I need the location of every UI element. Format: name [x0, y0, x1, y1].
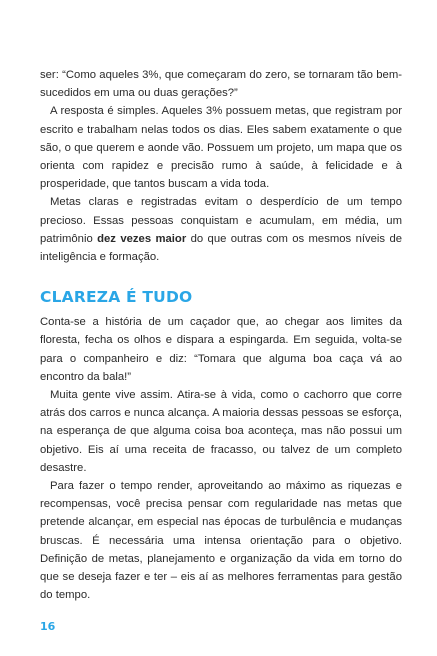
page-number: 16: [40, 620, 56, 633]
paragraph-hunter-story: Conta-se a história de um caçador que, ao chegar aos limites da floresta, fecha os olhos e dispara a espingarda. Em seguida, volta-se para o companheiro e diz: “Tomara que alguma boa caça vá ao encontro da bala!”: [40, 316, 402, 383]
paragraph-clear-goals: [40, 193, 402, 266]
paragraph-text: Metas claras e registradas evitam o desperdício de um tempo precioso. Essas pessoas conquistam e acumulam, em média, um patrimônio: [40, 196, 402, 245]
paragraph-make-time-count: Para fazer o tempo render, aproveitando ao máximo as riquezas e recompensas, você precisa pensar com regularidade nas metas que pretende alcançar, em especial nas épocas de turbulência e mudanças bruscas. É necessária uma intensa orientação para o objetivo. Definição de metas, planejamento e organização da vida em torno do que se deseja fazer e ter – eis aí as melhores ferramentas para gestão do tempo.: [40, 480, 402, 602]
paragraph-text: do que outras com os mesmos níveis de inteligência e formação.: [40, 232, 403, 264]
section-heading: CLAREZA É TUDO: [40, 288, 193, 307]
bold-emphasis: dez vezes maior: [97, 232, 187, 245]
paragraph-answer: A resposta é simples. Aqueles 3% possuem metas, que registram por escrito e trabalham nelas todos os dias. Eles sabem exatamente o que são, o que querem e aonde vão. Possuem um projeto, um mapa que os orienta com rapidez e precisão rumo à saúde, à felicidade e à prosperidade, que tantos buscam a vida toda.: [40, 105, 402, 191]
paragraph-continued: ser: “Como aqueles 3%, que começaram do zero, se tornaram tão bem-sucedidos em uma ou duas gerações?”: [40, 69, 402, 100]
page-content: [40, 66, 402, 604]
paragraph-many-people: Muita gente vive assim. Atira-se à vida, como o cachorro que corre atrás dos carros e nunca alcança. A maioria dessas pessoas se esforça, na esperança de que alguma coisa boa aconteça, mas não possui um objetivo. Eis aí uma receita de fracasso, ou talvez de um completo desastre.: [40, 389, 402, 474]
